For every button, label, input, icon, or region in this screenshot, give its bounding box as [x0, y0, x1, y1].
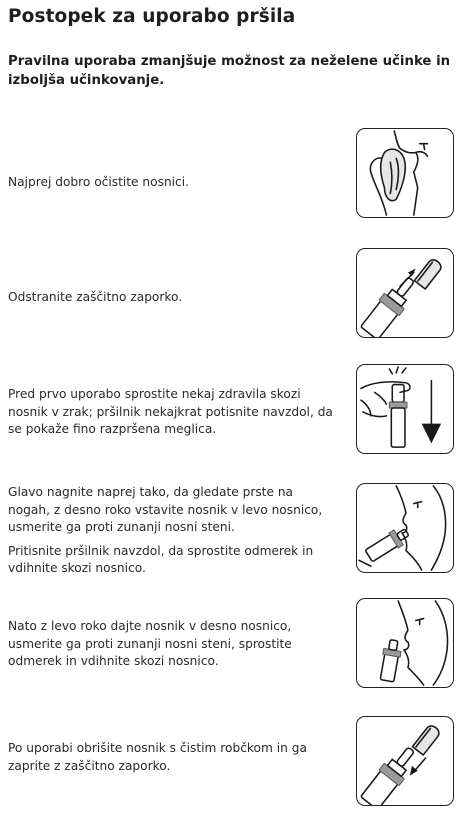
hand-press-spray-icon: [357, 365, 453, 453]
step-6-text: [8, 740, 338, 775]
face-tissue-icon: [357, 129, 453, 217]
intro-text: Pravilna uporaba zmanjšuje možnost za neželene učinke in izboljša učinkovanje.: [8, 54, 451, 88]
step-1-text: [8, 174, 338, 192]
step-6-paragraph-1: Po uporabi obrišite nosnik s čistim robčkom in ga zaprite z zaščitno zaporko.: [8, 741, 307, 773]
step-1-paragraph-1: Najprej dobro očistite nosnici.: [8, 175, 190, 189]
remove-cap-illustration: [356, 248, 454, 338]
step-2-paragraph-1: Odstranite zaščitno zaporko.: [8, 290, 183, 304]
step-2-text: [8, 289, 338, 307]
insert-right-nostril-illustration: [356, 598, 454, 688]
step-3-text: [8, 386, 338, 439]
replace-cap-illustration: [356, 716, 454, 806]
face-spray-left-icon: [357, 484, 453, 572]
prime-spray-illustration: [356, 364, 454, 454]
clean-nostril-illustration: [356, 128, 454, 218]
step-4-text: [8, 484, 338, 578]
step-3-paragraph-1: Pred prvo uporabo sprostite nekaj zdravila skozi nosnik v zrak; pršilnik nekajkrat potisnite navzdol, da se pokaže fino razpršena meglica.: [8, 387, 333, 436]
spray-cap-on-icon: [357, 717, 453, 805]
step-5-paragraph-1: Nato z levo roko dajte nosnik v desno nosnico, usmerite ga proti zunanji nosni steni, sprostite odmerek in vdihnite skozi nosnico.: [8, 619, 292, 668]
step-4-paragraph-1: Glavo nagnite naprej tako, da gledate prste na nogah, z desno roko vstavite nosnik v levo nosnico, usmerite ga proti zunanji nosni steni.: [8, 485, 323, 534]
face-spray-right-icon: [357, 599, 453, 687]
step-4-paragraph-2: Pritisnite pršilnik navzdol, da sprostite odmerek in vdihnite skozi nosnico.: [8, 543, 314, 575]
insert-left-nostril-illustration: [356, 483, 454, 573]
step-5-text: [8, 618, 338, 671]
page-title: Postopek za uporabo pršila: [8, 6, 296, 27]
spray-cap-off-icon: [357, 249, 453, 337]
